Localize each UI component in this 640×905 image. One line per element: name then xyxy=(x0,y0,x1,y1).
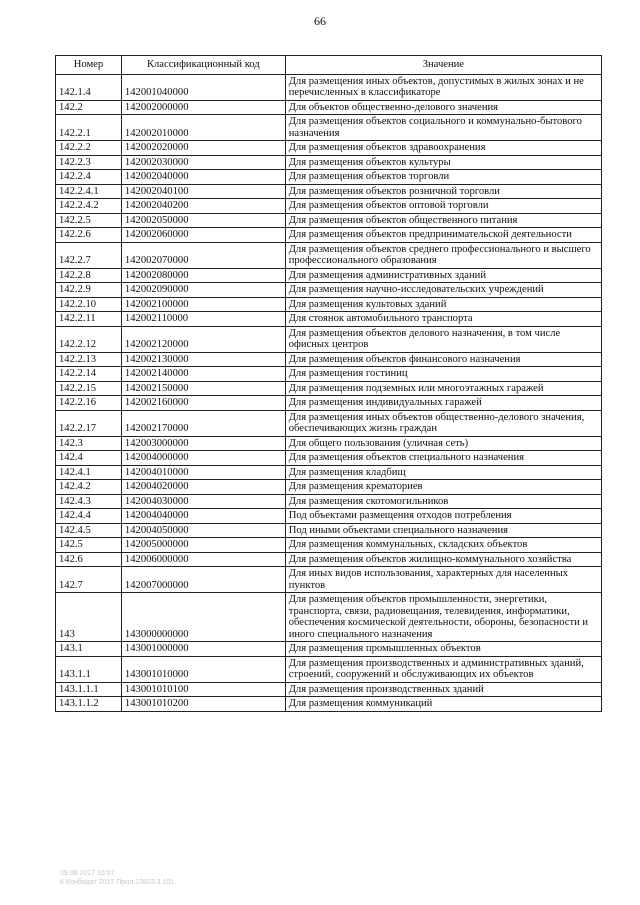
page-number: 66 xyxy=(314,14,326,28)
footer-stamp xyxy=(60,869,174,887)
table-row xyxy=(56,480,602,495)
cell-value: Для общего пользования (уличная сеть) xyxy=(285,436,601,451)
table-row xyxy=(56,396,602,411)
header-code: Классификационный код xyxy=(121,56,285,75)
cell-value: Для размещения объектов среднего профессионального и высшего профессионального образования xyxy=(285,242,601,268)
cell-number: 142.4 xyxy=(56,451,122,466)
table-row xyxy=(56,228,602,243)
cell-code: 142002100000 xyxy=(121,297,285,312)
cell-code: 142002110000 xyxy=(121,312,285,327)
cell-code: 142004050000 xyxy=(121,523,285,538)
table-row xyxy=(56,538,602,553)
table-row xyxy=(56,593,602,642)
cell-value: Под иными объектами специального назначения xyxy=(285,523,601,538)
header-number: Номер xyxy=(56,56,122,75)
cell-number: 143.1.1.2 xyxy=(56,697,122,712)
cell-value: Для размещения иных объектов, допустимых в жилых зонах и не перечисленных в классификаторе xyxy=(285,74,601,100)
cell-code: 142002070000 xyxy=(121,242,285,268)
cell-value: Для размещения кладбищ xyxy=(285,465,601,480)
cell-value: Для размещения объектов розничной торговли xyxy=(285,184,601,199)
cell-number: 142.5 xyxy=(56,538,122,553)
cell-value: Для размещения коммунальных, складских объектов xyxy=(285,538,601,553)
table-row xyxy=(56,242,602,268)
cell-number: 142.2.6 xyxy=(56,228,122,243)
cell-value: Для объектов общественно-делового значения xyxy=(285,100,601,115)
cell-number: 142.3 xyxy=(56,436,122,451)
cell-value: Для размещения объектов специального назначения xyxy=(285,451,601,466)
cell-number: 142.4.5 xyxy=(56,523,122,538)
footer-line-2: К Конбидат 2017 Прил.13803.3.101 xyxy=(60,879,175,886)
cell-number: 142.2.3 xyxy=(56,155,122,170)
table-row xyxy=(56,410,602,436)
cell-value: Для размещения скотомогильников xyxy=(285,494,601,509)
cell-value: Для размещения объектов культуры xyxy=(285,155,601,170)
cell-value: Для размещения коммуникаций xyxy=(285,697,601,712)
table-row xyxy=(56,367,602,382)
cell-value: Для размещения административных зданий xyxy=(285,268,601,283)
cell-number: 142.2.7 xyxy=(56,242,122,268)
cell-code: 142006000000 xyxy=(121,552,285,567)
cell-code: 142005000000 xyxy=(121,538,285,553)
table-body xyxy=(56,74,602,711)
cell-code: 142002150000 xyxy=(121,381,285,396)
table-row xyxy=(56,642,602,657)
cell-number: 143.1.1 xyxy=(56,656,122,682)
cell-value: Для размещения крематориев xyxy=(285,480,601,495)
table-row xyxy=(56,436,602,451)
cell-value: Для размещения подземных или многоэтажных гаражей xyxy=(285,381,601,396)
cell-value: Для размещения объектов социального и коммунально-бытового назначения xyxy=(285,115,601,141)
cell-number: 142.4.1 xyxy=(56,465,122,480)
table-row xyxy=(56,268,602,283)
cell-code: 142003000000 xyxy=(121,436,285,451)
cell-value: Для размещения производственных зданий xyxy=(285,682,601,697)
cell-code: 142002090000 xyxy=(121,283,285,298)
cell-code: 142004040000 xyxy=(121,509,285,524)
cell-number: 142.7 xyxy=(56,567,122,593)
header-value: Значение xyxy=(285,56,601,75)
cell-number: 142.2.1 xyxy=(56,115,122,141)
cell-value: Для стоянок автомобильного транспорта xyxy=(285,312,601,327)
table-row xyxy=(56,326,602,352)
table-row xyxy=(56,141,602,156)
table-row xyxy=(56,509,602,524)
cell-code: 142002020000 xyxy=(121,141,285,156)
cell-value: Для размещения объектов оптовой торговли xyxy=(285,199,601,214)
cell-code: 142002120000 xyxy=(121,326,285,352)
table-row xyxy=(56,451,602,466)
cell-value: Для размещения объектов финансового назначения xyxy=(285,352,601,367)
cell-value: Для размещения объектов предпринимательской деятельности xyxy=(285,228,601,243)
cell-code: 142002040200 xyxy=(121,199,285,214)
cell-number: 142.2.17 xyxy=(56,410,122,436)
cell-number: 142.2.14 xyxy=(56,367,122,382)
cell-code: 143001010100 xyxy=(121,682,285,697)
table-row xyxy=(56,567,602,593)
cell-code: 142004020000 xyxy=(121,480,285,495)
cell-code: 142002060000 xyxy=(121,228,285,243)
table-row xyxy=(56,381,602,396)
cell-value: Для размещения иных объектов общественно-делового значения, обеспечивающих жизнь граждан xyxy=(285,410,601,436)
cell-value: Для размещения объектов здравоохранения xyxy=(285,141,601,156)
cell-number: 142.2 xyxy=(56,100,122,115)
cell-value: Для размещения объектов общественного питания xyxy=(285,213,601,228)
cell-number: 143.1 xyxy=(56,642,122,657)
cell-code: 143001010200 xyxy=(121,697,285,712)
cell-value: Для иных видов использования, характерных для населенных пунктов xyxy=(285,567,601,593)
table-row xyxy=(56,199,602,214)
cell-code: 142002040100 xyxy=(121,184,285,199)
cell-number: 143.1.1.1 xyxy=(56,682,122,697)
table-row xyxy=(56,100,602,115)
cell-code: 142002040000 xyxy=(121,170,285,185)
table-header-row xyxy=(56,56,602,75)
cell-code: 142004030000 xyxy=(121,494,285,509)
cell-value: Для размещения производственных и административных зданий, строений, сооружений и обслуживающих их объектов xyxy=(285,656,601,682)
cell-value: Для размещения объектов делового назначения, в том числе офисных центров xyxy=(285,326,601,352)
classifier-table xyxy=(55,55,602,712)
table-row xyxy=(56,352,602,367)
table-row xyxy=(56,74,602,100)
table-row xyxy=(56,656,602,682)
cell-code: 142007000000 xyxy=(121,567,285,593)
cell-code: 142002010000 xyxy=(121,115,285,141)
table-row xyxy=(56,170,602,185)
cell-number: 143 xyxy=(56,593,122,642)
cell-code: 142002170000 xyxy=(121,410,285,436)
cell-code: 142004010000 xyxy=(121,465,285,480)
cell-number: 142.1.4 xyxy=(56,74,122,100)
cell-value: Для размещения культовых зданий xyxy=(285,297,601,312)
cell-code: 143000000000 xyxy=(121,593,285,642)
table-row xyxy=(56,682,602,697)
cell-number: 142.2.5 xyxy=(56,213,122,228)
cell-number: 142.2.4 xyxy=(56,170,122,185)
cell-number: 142.2.4.2 xyxy=(56,199,122,214)
cell-code: 142004000000 xyxy=(121,451,285,466)
cell-number: 142.2.16 xyxy=(56,396,122,411)
table-row xyxy=(56,552,602,567)
cell-number: 142.4.2 xyxy=(56,480,122,495)
cell-number: 142.2.9 xyxy=(56,283,122,298)
cell-code: 142002160000 xyxy=(121,396,285,411)
cell-code: 143001000000 xyxy=(121,642,285,657)
cell-code: 142002080000 xyxy=(121,268,285,283)
table-row xyxy=(56,184,602,199)
cell-number: 142.2.8 xyxy=(56,268,122,283)
cell-code: 143001010000 xyxy=(121,656,285,682)
cell-value: Для размещения объектов промышленности, энергетики, транспорта, связи, радиовещания, телевидения, информатики, обеспечения космической деятельности, обороны, безопасности и иного специального назначения xyxy=(285,593,601,642)
table-row xyxy=(56,494,602,509)
cell-number: 142.2.2 xyxy=(56,141,122,156)
cell-value: Для размещения объектов жилищно-коммунального хозяйства xyxy=(285,552,601,567)
cell-code: 142001040000 xyxy=(121,74,285,100)
cell-code: 142002030000 xyxy=(121,155,285,170)
cell-value: Для размещения индивидуальных гаражей xyxy=(285,396,601,411)
cell-value: Для размещения гостиниц xyxy=(285,367,601,382)
cell-value: Под объектами размещения отходов потребления xyxy=(285,509,601,524)
cell-code: 142002140000 xyxy=(121,367,285,382)
cell-number: 142.2.11 xyxy=(56,312,122,327)
cell-value: Для размещения объектов торговли xyxy=(285,170,601,185)
cell-value: Для размещения промышленных объектов xyxy=(285,642,601,657)
cell-number: 142.4.3 xyxy=(56,494,122,509)
table-row xyxy=(56,697,602,712)
cell-number: 142.2.4.1 xyxy=(56,184,122,199)
footer-line-1: 09.08.2017 10:07 xyxy=(60,870,115,877)
cell-number: 142.2.15 xyxy=(56,381,122,396)
cell-number: 142.4.4 xyxy=(56,509,122,524)
table-row xyxy=(56,312,602,327)
cell-code: 142002050000 xyxy=(121,213,285,228)
cell-number: 142.2.10 xyxy=(56,297,122,312)
table-row xyxy=(56,283,602,298)
table-row xyxy=(56,115,602,141)
cell-value: Для размещения научно-исследовательских учреждений xyxy=(285,283,601,298)
table-row xyxy=(56,297,602,312)
cell-number: 142.2.12 xyxy=(56,326,122,352)
cell-code: 142002130000 xyxy=(121,352,285,367)
cell-code: 142002000000 xyxy=(121,100,285,115)
cell-number: 142.6 xyxy=(56,552,122,567)
table-row xyxy=(56,465,602,480)
table-row xyxy=(56,155,602,170)
table-row xyxy=(56,523,602,538)
table-row xyxy=(56,213,602,228)
cell-number: 142.2.13 xyxy=(56,352,122,367)
